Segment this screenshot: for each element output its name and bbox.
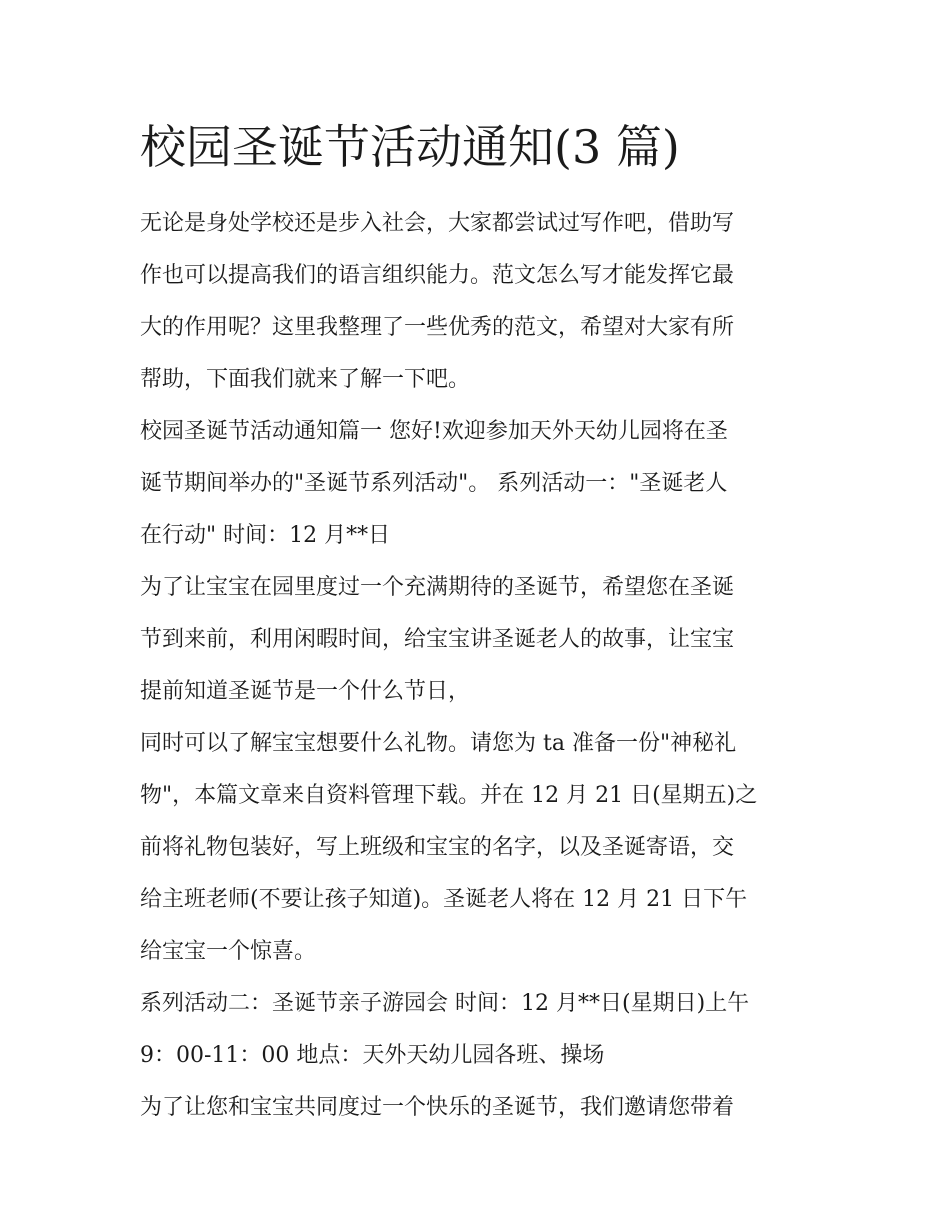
body-line: 无论是身处学校还是步入社会，大家都尝试过写作吧，借助写 [140, 211, 735, 236]
body-line: 大的作用呢？这里我整理了一些优秀的范文，希望对大家有所 [140, 315, 735, 340]
body-line: 给宝宝一个惊喜。 [140, 939, 317, 964]
body-line: 校园圣诞节活动通知篇一 您好!欢迎参加天外天幼儿园将在圣 [140, 419, 728, 444]
body-line: 同时可以了解宝宝想要什么礼物。请您为 ta 准备一份"神秘礼 [140, 731, 737, 756]
body-line: 前将礼物包装好，写上班级和宝宝的名字，以及圣诞寄语，交 [140, 835, 735, 860]
body-line: 给主班老师(不要让孩子知道)。圣诞老人将在 12 月 21 日下午 [140, 887, 748, 912]
body-line: 帮助，下面我们就来了解一下吧。 [140, 367, 471, 392]
body-line: 节到来前，利用闲暇时间，给宝宝讲圣诞老人的故事，让宝宝 [140, 627, 735, 652]
body-line: 为了让您和宝宝共同度过一个快乐的圣诞节，我们邀请您带着 [140, 1095, 735, 1120]
body-line: 系列活动二：圣诞节亲子游园会 时间：12 月**日(星期日)上午 [140, 991, 750, 1016]
document-body [140, 198, 820, 1134]
body-line: 9：00-11：00 地点：天外天幼儿园各班、操场 [140, 1043, 605, 1068]
body-line: 作也可以提高我们的语言组织能力。范文怎么写才能发挥它最 [140, 263, 735, 288]
body-line: 在行动" 时间：12 月**日 [140, 523, 391, 548]
body-line: 物"，本篇文章来自资料管理下载。并在 12 月 21 日(星期五)之 [140, 783, 758, 808]
body-line: 提前知道圣诞节是一个什么节日， [140, 679, 471, 704]
body-line: 诞节期间举办的"圣诞节系列活动"。 系列活动一："圣诞老人 [140, 471, 728, 496]
body-line: 为了让宝宝在园里度过一个充满期待的圣诞节，希望您在圣诞 [140, 575, 735, 600]
document-title: 校园圣诞节活动通知(3 篇) [140, 120, 680, 174]
